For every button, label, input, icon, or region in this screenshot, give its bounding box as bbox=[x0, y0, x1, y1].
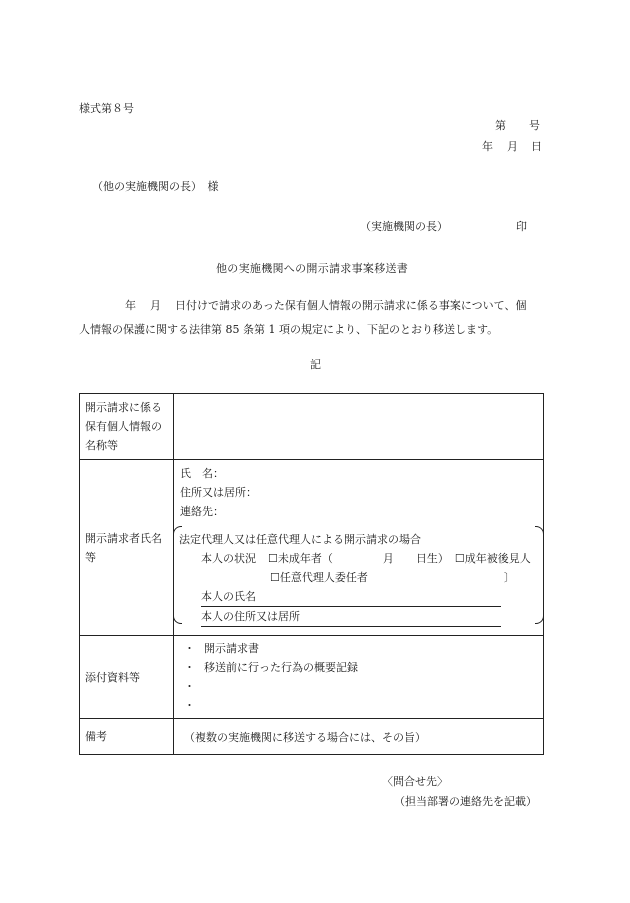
body-month: 月 bbox=[150, 299, 161, 312]
value-info-name[interactable] bbox=[174, 394, 544, 460]
row-info-name bbox=[80, 394, 544, 460]
label-attachments: 添付資料等 bbox=[80, 636, 174, 719]
appointer-checkbox[interactable]: ☐任意代理人委任者 bbox=[270, 571, 368, 584]
document-title: 他の実施機関への開示請求事案移送書 bbox=[216, 262, 409, 275]
row-requester bbox=[80, 460, 544, 636]
transfer-table bbox=[79, 393, 544, 755]
label-info-name: 開示請求に係る 保有個人情報の 名称等 bbox=[80, 394, 174, 460]
doc-number-dai: 第 bbox=[495, 119, 506, 132]
attachment-item: ・ 移送前に行った行為の概要記録 bbox=[184, 661, 358, 674]
close-bracket: 〕 bbox=[503, 571, 515, 584]
body-line2: 人情報の保護に関する法律第 85 条第 1 項の規定により、下記のとおり移送します。 bbox=[79, 323, 499, 336]
seal-mark: 印 bbox=[516, 220, 527, 233]
doc-number-go: 号 bbox=[529, 119, 540, 132]
birth-day: 日生） bbox=[415, 552, 449, 565]
value-requester[interactable] bbox=[174, 460, 544, 636]
ki-heading: 記 bbox=[310, 358, 321, 371]
date-day: 日 bbox=[531, 140, 542, 153]
row-attachments bbox=[80, 636, 544, 719]
contact-note: （担当部署の連絡先を記載） bbox=[394, 795, 537, 808]
field-name: 氏 名： bbox=[180, 467, 224, 480]
body-year: 年 bbox=[125, 299, 136, 312]
sender: （実施機関の長） bbox=[360, 220, 448, 233]
date-year: 年 bbox=[482, 140, 493, 153]
attachment-item: ・ 開示請求書 bbox=[184, 642, 259, 655]
agent-heading: 法定代理人又は任意代理人による開示請求の場合 bbox=[179, 533, 421, 546]
birth-month: 月 bbox=[382, 552, 394, 565]
minor-checkbox[interactable]: ☐未成年者（ bbox=[268, 552, 333, 565]
principal-name[interactable]: 本人の氏名 bbox=[201, 587, 501, 607]
contact-title: 〈問合せ先〉 bbox=[382, 775, 448, 788]
field-contact: 連絡先： bbox=[180, 505, 224, 518]
attachment-item: ・ bbox=[184, 680, 195, 693]
label-remarks: 備考 bbox=[80, 719, 174, 755]
attachment-item: ・ bbox=[184, 699, 195, 712]
row-remarks bbox=[80, 719, 544, 755]
body-line1: 請求のあった保有個人情報の開示請求に係る事案について、個 bbox=[219, 299, 527, 312]
date-month: 月 bbox=[507, 140, 518, 153]
agent-section bbox=[173, 526, 544, 624]
status-label: 本人の状況 bbox=[201, 552, 256, 565]
form-number: 様式第８号 bbox=[79, 102, 134, 115]
ward-checkbox[interactable]: ☐成年被後見人 bbox=[454, 552, 531, 565]
body-text bbox=[79, 294, 549, 342]
value-attachments bbox=[174, 636, 544, 719]
principal-address[interactable]: 本人の住所又は居所 bbox=[201, 607, 501, 627]
field-address: 住所又は居所： bbox=[180, 486, 257, 499]
value-remarks[interactable]: （複数の実施機関に移送する場合には、その旨） bbox=[174, 719, 544, 755]
label-requester: 開示請求者氏名 等 bbox=[80, 460, 174, 636]
body-day: 日付けで bbox=[175, 299, 219, 312]
addressee: （他の実施機関の長） 様 bbox=[92, 180, 219, 193]
